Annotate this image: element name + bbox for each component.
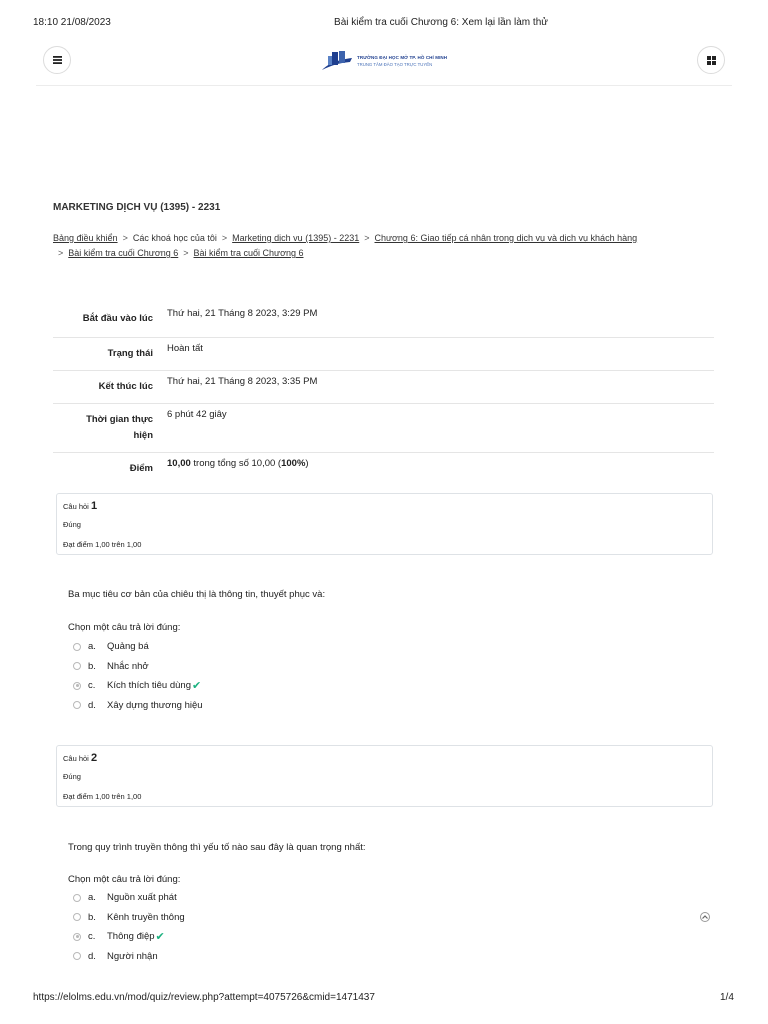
summary-row-duration [53,404,714,453]
summary-label: Kết thúc lúc [98,381,153,392]
answer-option: d. Xây dựng thương hiệu [73,696,203,716]
breadcrumb-line-2: > Bài kiểm tra cuối Chương 6 > Bài kiểm tra cuối Chương 6 [58,248,304,258]
answer-option: b. Nhắc nhở [73,657,203,677]
logo-line-2: TRUNG TÂM ĐÀO TẠO TRỰC TUYẾN [357,62,433,67]
summary-value: 10,00 trong tổng số 10,00 (100%) [167,458,309,469]
breadcrumb-quiz-section[interactable]: Bài kiểm tra cuối Chương 6 [68,248,179,258]
attempt-summary-table [53,303,714,485]
summary-row-end [53,371,714,404]
logo-line-1: TRƯỜNG ĐẠI HỌC MỞ TP. HỒ CHÍ MINH [357,55,448,60]
radio-button[interactable] [73,894,81,902]
summary-value: Thứ hai, 21 Tháng 8 2023, 3:35 PM [167,376,318,387]
print-url: https://elolms.edu.vn/mod/quiz/review.php?attempt=4075726&cmid=1471437 [33,992,375,1003]
breadcrumb: Bảng điều khiển > Các khoá học của tôi > Marketing dịch vụ (1395) - 2231 > Chương 6: Giao tiếp cá nhân trong dịch vụ và dịch vụ khách hàng [53,233,638,243]
summary-label: Bắt đầu vào lúc [82,313,153,324]
print-datetime: 18:10 21/08/2023 [33,17,111,28]
question-mark: Đạt điểm 1,00 trên 1,00 [63,540,142,549]
radio-button-selected[interactable] [73,682,81,690]
breadcrumb-dashboard[interactable]: Bảng điều khiển [53,233,118,243]
question-info-2 [56,745,713,807]
header-divider [36,85,732,86]
answer-list-2 [73,888,185,966]
print-doc-title: Bài kiểm tra cuối Chương 6: Xem lại lần làm thử [334,17,548,28]
summary-label: Thời gian thực hiện [86,414,153,441]
summary-label: Trạng thái [107,348,153,359]
question-number: Câu hỏi 1 [63,500,98,512]
apps-button[interactable] [697,46,725,74]
answer-list-1 [73,637,203,715]
menu-button[interactable] [43,46,71,74]
summary-row-grade [53,453,714,485]
breadcrumb-course[interactable]: Marketing dịch vụ (1395) - 2231 [232,233,360,243]
site-logo[interactable] [320,50,447,72]
radio-button[interactable] [73,952,81,960]
question-number: Câu hỏi 2 [63,752,98,764]
breadcrumb-chapter[interactable]: Chương 6: Giao tiếp cá nhân trong dịch vụ và dịch vụ khách hàng [374,233,638,243]
summary-value: 6 phút 42 giây [167,409,227,420]
university-logo-icon [320,50,354,72]
summary-value: Hoàn tất [167,343,203,354]
summary-label: Điểm [129,463,153,474]
correct-check-icon: ✔ [155,931,165,944]
summary-row-start [53,303,714,338]
question-text-2: Trong quy trình truyền thông thì yếu tố nào sau đây là quan trọng nhất: [68,842,366,853]
question-status: Đúng [63,520,81,529]
radio-button-selected[interactable] [73,933,81,941]
chevron-up-icon [702,915,708,919]
hamburger-icon [53,56,62,64]
answer-option-selected: c. Thông điệp ✔ [73,927,185,947]
radio-button[interactable] [73,643,81,651]
course-title: MARKETING DỊCH VỤ (1395) - 2231 [53,202,221,213]
answer-option: a. Nguồn xuất phát [73,888,185,908]
breadcrumb-my-courses[interactable]: Các khoá học của tôi [132,233,217,243]
answer-option-selected: c. Kích thích tiêu dùng ✔ [73,676,203,696]
print-page-number: 1/4 [720,992,734,1003]
answer-option: b. Kênh truyền thông [73,908,185,928]
radio-button[interactable] [73,662,81,670]
summary-row-state [53,338,714,371]
question-info-1 [56,493,713,555]
radio-button[interactable] [73,701,81,709]
back-to-top-button[interactable] [700,912,710,922]
question-mark: Đạt điểm 1,00 trên 1,00 [63,792,142,801]
grid-icon [707,56,716,65]
breadcrumb-quiz[interactable]: Bài kiểm tra cuối Chương 6 [193,248,304,258]
answer-option: a. Quảng bá [73,637,203,657]
radio-button[interactable] [73,913,81,921]
correct-check-icon: ✔ [191,680,202,693]
answer-prompt-1: Chọn một câu trả lời đúng: [68,622,181,633]
question-text-1: Ba mục tiêu cơ bản của chiêu thị là thông tin, thuyết phục và: [68,589,326,600]
summary-value: Thứ hai, 21 Tháng 8 2023, 3:29 PM [167,308,318,319]
question-status: Đúng [63,772,81,781]
answer-prompt-2: Chọn một câu trả lời đúng: [68,874,181,885]
answer-option: d. Người nhận [73,947,185,967]
